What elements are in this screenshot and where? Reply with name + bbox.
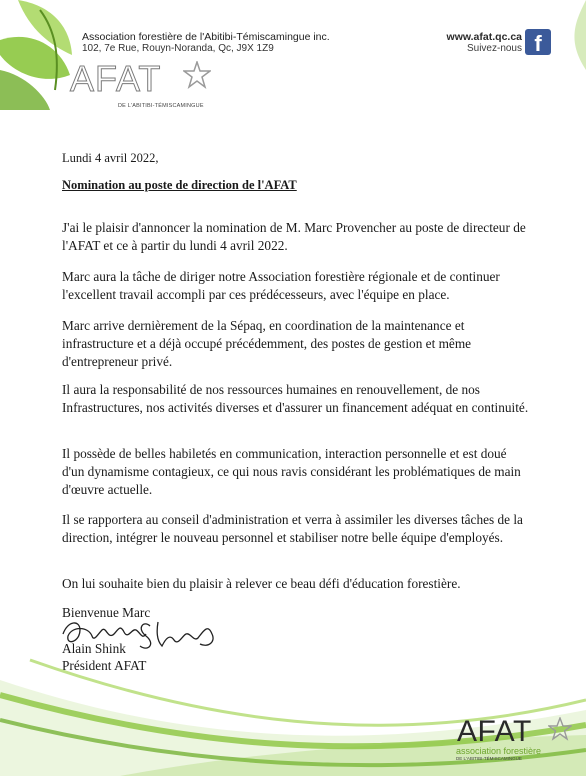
paragraph: On lui souhaite bien du plaisir à relever ce beau défi d'éducation forestière. — [62, 576, 461, 591]
org-name: Association forestière de l'Abitibi-Témiscamingue inc. — [82, 31, 330, 43]
signer-name: Alain Shink — [62, 640, 126, 656]
paragraph: Il possède de belles habiletés en communication, interaction personnelle et est doué d'un dynamisme contagieux, ce qui nous ravis considérant les problématiques de main d'œuvre actuelle. — [62, 446, 521, 497]
website-link[interactable]: www.afat.qc.ca — [446, 31, 522, 43]
letter-date: Lundi 4 avril 2022, — [62, 151, 159, 165]
footer-logo-subtitle: association forestière — [456, 746, 542, 756]
footer-logo-text: AFAT — [457, 715, 532, 748]
paragraph: Il se rapportera au conseil d'administration et verra à assimiler les diverses tâches de la direction, intégrer le nouveau personnel et stabiliser notre belle équipe d'employés. — [62, 512, 523, 545]
footer-logo-subtitle-region: DE L'ABITIBI-TÉMISCAMINGUE — [456, 756, 522, 761]
letter-subject: Nomination au poste de direction de l'AFAT — [62, 178, 297, 192]
logo-star-icon — [183, 61, 211, 89]
logo-text: AFAT — [70, 58, 162, 99]
follow-us-label: Suivez-nous — [466, 43, 522, 54]
org-address: 102, 7e Rue, Rouyn-Noranda, Qc, J9X 1Z9 — [82, 43, 274, 54]
logo-subtitle: DE L'ABITIBI-TÉMISCAMINGUE — [118, 103, 204, 109]
paragraph: Il aura la responsabilité de nos ressources humaines en renouvellement, de nos Infrastructures, nos activités diverses et d'assurer un financement adéquat en continuité. — [62, 382, 529, 415]
footer-logo-star-icon — [548, 717, 572, 741]
facebook-icon[interactable]: f — [525, 29, 551, 55]
paragraph: J'ai le plaisir d'annoncer la nomination de M. Marc Provencher au poste de directeur de l'AFAT et ce à partir du lundi 4 avril 2022. — [62, 220, 526, 253]
paragraph: Marc arrive dernièrement de la Sépaq, en coordination de la maintenance et infrastructure et a déjà occupé précédemment, des postes de gestion et même d'entrepreneur privé. — [62, 318, 472, 369]
closing-line: Bienvenue Marc — [62, 605, 151, 620]
corner-swoosh-icon — [506, 0, 586, 80]
paragraph: Marc aura la tâche de diriger notre Association forestière régionale et de continuer l'excellent travail accompli par ces prédécesseurs, avec l'équipe en place. — [62, 269, 500, 302]
signer-title: Président AFAT — [62, 658, 147, 674]
